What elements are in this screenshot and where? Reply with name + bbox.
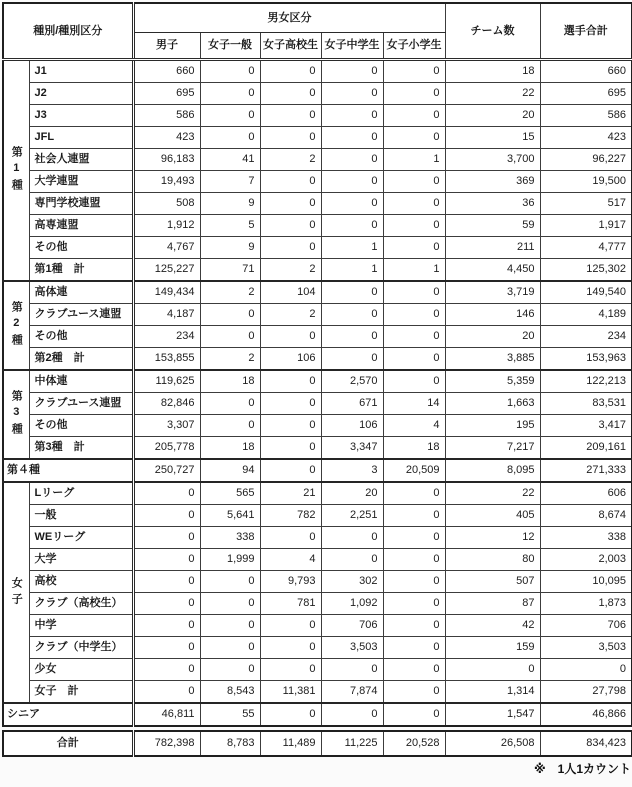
- value-cell: 1: [321, 259, 383, 282]
- value-cell: 0: [383, 215, 445, 237]
- value-cell: 104: [260, 281, 321, 304]
- value-cell: 4,187: [133, 304, 200, 326]
- value-cell: 0: [133, 593, 200, 615]
- value-cell: 5: [200, 215, 260, 237]
- value-cell: 0: [133, 505, 200, 527]
- value-cell: 8,543: [200, 681, 260, 704]
- value-cell: 0: [133, 681, 200, 704]
- value-cell: 660: [540, 60, 632, 83]
- value-cell: 0: [200, 304, 260, 326]
- table-row: [3, 482, 632, 505]
- value-cell: 0: [133, 527, 200, 549]
- value-cell: 0: [321, 527, 383, 549]
- value-cell: 0: [383, 60, 445, 83]
- value-cell: 10,095: [540, 571, 632, 593]
- value-cell: 18: [200, 370, 260, 393]
- row-label: クラブユース連盟: [29, 393, 133, 415]
- row-label: 女子 計: [29, 681, 133, 704]
- value-cell: 0: [383, 348, 445, 371]
- table-row: [3, 105, 632, 127]
- value-cell: 153,855: [133, 348, 200, 371]
- row-label: その他: [29, 326, 133, 348]
- value-cell: 0: [260, 171, 321, 193]
- value-cell: 706: [321, 615, 383, 637]
- row-label: 第2種 計: [29, 348, 133, 371]
- value-cell: 82,846: [133, 393, 200, 415]
- value-cell: 0: [383, 593, 445, 615]
- row-label: 大学連盟: [29, 171, 133, 193]
- value-cell: 0: [383, 703, 445, 726]
- value-cell: 14: [383, 393, 445, 415]
- value-cell: 83,531: [540, 393, 632, 415]
- value-cell: 4,767: [133, 237, 200, 259]
- value-cell: 20: [321, 482, 383, 505]
- value-cell: 0: [321, 193, 383, 215]
- value-cell: 125,302: [540, 259, 632, 282]
- value-cell: 20,528: [383, 731, 445, 756]
- table-row: [3, 637, 632, 659]
- value-cell: 0: [260, 237, 321, 259]
- value-cell: 0: [260, 437, 321, 460]
- value-cell: 125,227: [133, 259, 200, 282]
- table-row: [3, 437, 632, 460]
- value-cell: 46,866: [540, 703, 632, 726]
- grand-total-label: 合計: [3, 731, 133, 756]
- value-cell: 0: [540, 659, 632, 681]
- value-cell: 153,963: [540, 348, 632, 371]
- group-label: 女子: [3, 482, 29, 703]
- row-label: クラブ（高校生）: [29, 593, 133, 615]
- value-cell: 0: [383, 571, 445, 593]
- value-cell: 159: [445, 637, 540, 659]
- value-cell: 781: [260, 593, 321, 615]
- value-cell: 234: [540, 326, 632, 348]
- value-cell: 4,450: [445, 259, 540, 282]
- table-row: [3, 370, 632, 393]
- value-cell: 7,874: [321, 681, 383, 704]
- value-cell: 1,999: [200, 549, 260, 571]
- group-label: 第3種: [3, 370, 29, 459]
- row-label: 一般: [29, 505, 133, 527]
- value-cell: 0: [133, 482, 200, 505]
- value-cell: 0: [200, 326, 260, 348]
- value-cell: 1,092: [321, 593, 383, 615]
- value-cell: 7,217: [445, 437, 540, 460]
- value-cell: 0: [321, 60, 383, 83]
- value-cell: 517: [540, 193, 632, 215]
- value-cell: 1,663: [445, 393, 540, 415]
- value-cell: 0: [321, 127, 383, 149]
- table-row: [3, 281, 632, 304]
- value-cell: 423: [540, 127, 632, 149]
- value-cell: 0: [321, 549, 383, 571]
- value-cell: 0: [383, 281, 445, 304]
- table-body: [3, 60, 632, 727]
- value-cell: 2: [260, 304, 321, 326]
- value-cell: 1: [383, 259, 445, 282]
- table-row: [3, 171, 632, 193]
- value-cell: 21: [260, 482, 321, 505]
- value-cell: 8,095: [445, 459, 540, 482]
- value-cell: 507: [445, 571, 540, 593]
- row-label: J2: [29, 83, 133, 105]
- row-label: 高校: [29, 571, 133, 593]
- value-cell: 149,540: [540, 281, 632, 304]
- value-cell: 0: [321, 215, 383, 237]
- table-row: [3, 615, 632, 637]
- value-cell: 0: [200, 615, 260, 637]
- value-cell: 338: [200, 527, 260, 549]
- row-label: 第1種 計: [29, 259, 133, 282]
- value-cell: 3,719: [445, 281, 540, 304]
- table-row: [3, 659, 632, 681]
- value-cell: 0: [383, 637, 445, 659]
- table-row: [3, 237, 632, 259]
- value-cell: 695: [133, 83, 200, 105]
- row-label: 高体連: [29, 281, 133, 304]
- row-label: 専門学校連盟: [29, 193, 133, 215]
- value-cell: 0: [200, 105, 260, 127]
- value-cell: 0: [383, 549, 445, 571]
- value-cell: 96,183: [133, 149, 200, 171]
- value-cell: 565: [200, 482, 260, 505]
- value-cell: 211: [445, 237, 540, 259]
- table-row: [3, 393, 632, 415]
- value-cell: 18: [445, 60, 540, 83]
- value-cell: 149,434: [133, 281, 200, 304]
- value-cell: 0: [321, 149, 383, 171]
- row-label: 社会人連盟: [29, 149, 133, 171]
- grand-total-row: [3, 731, 632, 756]
- value-cell: 94: [200, 459, 260, 482]
- value-cell: 0: [383, 527, 445, 549]
- value-cell: 0: [383, 615, 445, 637]
- table-row: [3, 549, 632, 571]
- value-cell: 0: [321, 105, 383, 127]
- value-cell: 586: [133, 105, 200, 127]
- value-cell: 19,500: [540, 171, 632, 193]
- value-cell: 27,798: [540, 681, 632, 704]
- group-label: 第1種: [3, 60, 29, 282]
- value-cell: 0: [260, 527, 321, 549]
- value-cell: 0: [260, 415, 321, 437]
- row-label: J1: [29, 60, 133, 83]
- value-cell: 2: [200, 348, 260, 371]
- value-cell: 4: [260, 549, 321, 571]
- value-cell: 11,489: [260, 731, 321, 756]
- value-cell: 7: [200, 171, 260, 193]
- value-cell: 671: [321, 393, 383, 415]
- value-cell: 3,307: [133, 415, 200, 437]
- value-cell: 0: [133, 637, 200, 659]
- value-cell: 0: [321, 281, 383, 304]
- value-cell: 271,333: [540, 459, 632, 482]
- value-cell: 8,783: [200, 731, 260, 756]
- value-cell: 9,793: [260, 571, 321, 593]
- value-cell: 5,641: [200, 505, 260, 527]
- value-cell: 146: [445, 304, 540, 326]
- value-cell: 0: [200, 571, 260, 593]
- value-cell: 0: [383, 326, 445, 348]
- value-cell: 18: [383, 437, 445, 460]
- table-row: [3, 193, 632, 215]
- value-cell: 369: [445, 171, 540, 193]
- value-cell: 20,509: [383, 459, 445, 482]
- value-cell: 0: [200, 60, 260, 83]
- table-row: [3, 127, 632, 149]
- value-cell: 55: [200, 703, 260, 726]
- value-cell: 0: [200, 415, 260, 437]
- table-row: [3, 459, 632, 482]
- row-label: J3: [29, 105, 133, 127]
- row-label: クラブユース連盟: [29, 304, 133, 326]
- table-row: [3, 571, 632, 593]
- row-label: 第3種 計: [29, 437, 133, 460]
- value-cell: 4,189: [540, 304, 632, 326]
- value-cell: 0: [383, 171, 445, 193]
- value-cell: 0: [260, 326, 321, 348]
- value-cell: 0: [200, 593, 260, 615]
- value-cell: 0: [383, 105, 445, 127]
- value-cell: 0: [321, 171, 383, 193]
- table-row: [3, 60, 632, 83]
- value-cell: 26,508: [445, 731, 540, 756]
- value-cell: 3,347: [321, 437, 383, 460]
- value-cell: 1,912: [133, 215, 200, 237]
- value-cell: 0: [200, 659, 260, 681]
- value-cell: 0: [260, 370, 321, 393]
- group-label: 第2種: [3, 281, 29, 370]
- value-cell: 0: [260, 193, 321, 215]
- value-cell: 0: [133, 659, 200, 681]
- table-row: [3, 681, 632, 704]
- value-cell: 5,359: [445, 370, 540, 393]
- value-cell: 1,547: [445, 703, 540, 726]
- value-cell: 22: [445, 83, 540, 105]
- header-gender-group: 男女区分: [133, 3, 445, 33]
- value-cell: 0: [383, 193, 445, 215]
- value-cell: 0: [260, 215, 321, 237]
- table-row: [3, 326, 632, 348]
- table-row: [3, 593, 632, 615]
- grand-total-table: [2, 730, 632, 757]
- header-teams-col: チーム数: [445, 3, 540, 60]
- value-cell: 0: [133, 571, 200, 593]
- row-label: 中学: [29, 615, 133, 637]
- value-cell: 0: [383, 659, 445, 681]
- row-label: 第４種: [3, 459, 133, 482]
- value-cell: 2: [260, 149, 321, 171]
- value-cell: 0: [133, 549, 200, 571]
- value-cell: 0: [321, 83, 383, 105]
- table-row: [3, 505, 632, 527]
- row-label: WEリーグ: [29, 527, 133, 549]
- value-cell: 302: [321, 571, 383, 593]
- value-cell: 0: [133, 615, 200, 637]
- value-cell: 0: [321, 326, 383, 348]
- value-cell: 1,873: [540, 593, 632, 615]
- value-cell: 0: [200, 127, 260, 149]
- value-cell: 3,503: [321, 637, 383, 659]
- value-cell: 706: [540, 615, 632, 637]
- header-col-female-general: 女子一般: [200, 33, 260, 60]
- row-label: 少女: [29, 659, 133, 681]
- value-cell: 234: [133, 326, 200, 348]
- header-col-female-highschool: 女子高校生: [260, 33, 321, 60]
- value-cell: 0: [383, 127, 445, 149]
- value-cell: 106: [321, 415, 383, 437]
- value-cell: 0: [260, 83, 321, 105]
- value-cell: 0: [383, 482, 445, 505]
- value-cell: 0: [383, 505, 445, 527]
- value-cell: 3,700: [445, 149, 540, 171]
- registration-table: [2, 2, 632, 727]
- value-cell: 0: [200, 637, 260, 659]
- header-col-female-juniorhigh: 女子中学生: [321, 33, 383, 60]
- value-cell: 0: [383, 370, 445, 393]
- value-cell: 660: [133, 60, 200, 83]
- value-cell: 195: [445, 415, 540, 437]
- value-cell: 8,674: [540, 505, 632, 527]
- row-label: 大学: [29, 549, 133, 571]
- value-cell: 0: [200, 393, 260, 415]
- header-col-female-elementary: 女子小学生: [383, 33, 445, 60]
- value-cell: 2,570: [321, 370, 383, 393]
- value-cell: 0: [260, 393, 321, 415]
- value-cell: 782,398: [133, 731, 200, 756]
- value-cell: 2: [200, 281, 260, 304]
- header-col-male: 男子: [133, 33, 200, 60]
- value-cell: 0: [445, 659, 540, 681]
- value-cell: 205,778: [133, 437, 200, 460]
- value-cell: 46,811: [133, 703, 200, 726]
- value-cell: 9: [200, 237, 260, 259]
- value-cell: 0: [260, 615, 321, 637]
- value-cell: 0: [383, 83, 445, 105]
- value-cell: 11,381: [260, 681, 321, 704]
- value-cell: 782: [260, 505, 321, 527]
- value-cell: 2,003: [540, 549, 632, 571]
- header-row-1: [3, 3, 632, 33]
- value-cell: 71: [200, 259, 260, 282]
- value-cell: 11,225: [321, 731, 383, 756]
- header-type-col: 種別/種別区分: [3, 3, 133, 60]
- value-cell: 20: [445, 105, 540, 127]
- row-label: 高専連盟: [29, 215, 133, 237]
- table-row: [3, 149, 632, 171]
- value-cell: 0: [321, 304, 383, 326]
- row-label: JFL: [29, 127, 133, 149]
- row-label: シニア: [3, 703, 133, 726]
- value-cell: 508: [133, 193, 200, 215]
- value-cell: 0: [321, 659, 383, 681]
- value-cell: 3,503: [540, 637, 632, 659]
- value-cell: 405: [445, 505, 540, 527]
- value-cell: 2,251: [321, 505, 383, 527]
- table-row: [3, 83, 632, 105]
- value-cell: 0: [383, 681, 445, 704]
- value-cell: 22: [445, 482, 540, 505]
- value-cell: 834,423: [540, 731, 632, 756]
- value-cell: 209,161: [540, 437, 632, 460]
- value-cell: 2: [260, 259, 321, 282]
- table-row: [3, 304, 632, 326]
- value-cell: 106: [260, 348, 321, 371]
- value-cell: 338: [540, 527, 632, 549]
- value-cell: 606: [540, 482, 632, 505]
- value-cell: 4,777: [540, 237, 632, 259]
- table-row: [3, 415, 632, 437]
- value-cell: 59: [445, 215, 540, 237]
- value-cell: 0: [383, 237, 445, 259]
- value-cell: 20: [445, 326, 540, 348]
- value-cell: 0: [260, 60, 321, 83]
- value-cell: 423: [133, 127, 200, 149]
- value-cell: 3,417: [540, 415, 632, 437]
- value-cell: 0: [260, 127, 321, 149]
- footnote: ※ 1人1カウント: [533, 762, 631, 776]
- row-label: Lリーグ: [29, 482, 133, 505]
- value-cell: 15: [445, 127, 540, 149]
- value-cell: 1,917: [540, 215, 632, 237]
- value-cell: 36: [445, 193, 540, 215]
- value-cell: 695: [540, 83, 632, 105]
- value-cell: 42: [445, 615, 540, 637]
- value-cell: 0: [321, 703, 383, 726]
- row-label: その他: [29, 415, 133, 437]
- value-cell: 12: [445, 527, 540, 549]
- value-cell: 19,493: [133, 171, 200, 193]
- value-cell: 18: [200, 437, 260, 460]
- value-cell: 0: [260, 637, 321, 659]
- value-cell: 0: [260, 703, 321, 726]
- value-cell: 0: [321, 348, 383, 371]
- value-cell: 3: [321, 459, 383, 482]
- table-row: [3, 348, 632, 371]
- value-cell: 1: [321, 237, 383, 259]
- table-row: [3, 215, 632, 237]
- value-cell: 119,625: [133, 370, 200, 393]
- row-label: 中体連: [29, 370, 133, 393]
- value-cell: 96,227: [540, 149, 632, 171]
- value-cell: 1,314: [445, 681, 540, 704]
- value-cell: 250,727: [133, 459, 200, 482]
- value-cell: 87: [445, 593, 540, 615]
- table-row: [3, 259, 632, 282]
- value-cell: 122,213: [540, 370, 632, 393]
- value-cell: 0: [260, 459, 321, 482]
- value-cell: 1: [383, 149, 445, 171]
- value-cell: 3,885: [445, 348, 540, 371]
- row-label: その他: [29, 237, 133, 259]
- header-total-col: 選手合計: [540, 3, 632, 60]
- value-cell: 0: [200, 83, 260, 105]
- value-cell: 80: [445, 549, 540, 571]
- value-cell: 0: [260, 105, 321, 127]
- table-header: [3, 3, 632, 60]
- value-cell: 41: [200, 149, 260, 171]
- value-cell: 0: [260, 659, 321, 681]
- table-row: [3, 527, 632, 549]
- value-cell: 9: [200, 193, 260, 215]
- value-cell: 586: [540, 105, 632, 127]
- value-cell: 0: [383, 304, 445, 326]
- value-cell: 4: [383, 415, 445, 437]
- table-row: [3, 703, 632, 726]
- row-label: クラブ（中学生）: [29, 637, 133, 659]
